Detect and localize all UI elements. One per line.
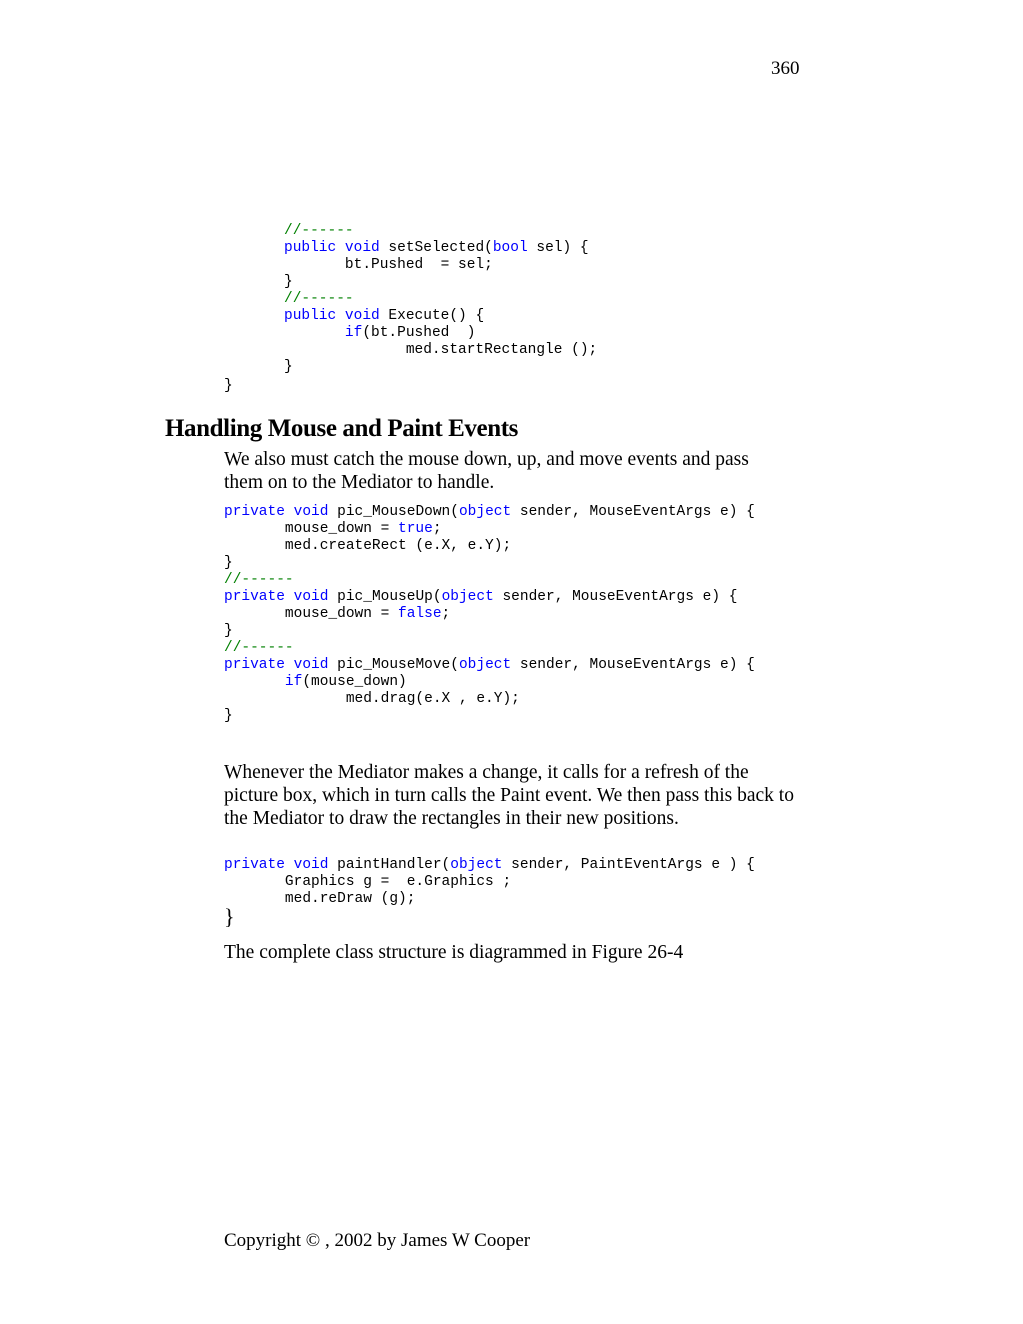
code-text: mouse_down =	[224, 521, 399, 537]
code-text: Graphics g = e.Graphics ;	[224, 874, 512, 890]
code-line	[224, 640, 294, 656]
code-line	[284, 325, 475, 341]
code-line	[224, 521, 442, 537]
code-comment: //------	[224, 640, 294, 656]
code-keyword: void	[344, 308, 380, 324]
section-heading: Handling Mouse and Paint Events	[165, 415, 518, 442]
code-text: sender, MouseEventArgs e) {	[511, 504, 755, 520]
copyright-footer: Copyright © , 2002 by James W Cooper	[224, 1230, 531, 1251]
code-text: ;	[441, 606, 451, 622]
code-keyword: void	[293, 504, 329, 520]
code-text	[285, 657, 294, 673]
code-line	[224, 857, 755, 873]
code-line	[224, 555, 233, 571]
code-keyword: void	[293, 589, 329, 605]
code-keyword: bool	[492, 240, 528, 256]
code-text: }	[224, 555, 233, 571]
code-line	[224, 572, 294, 588]
code-keyword: false	[398, 606, 442, 622]
code-keyword: private	[224, 589, 285, 605]
code-text: bt.Pushed = sel;	[284, 257, 493, 273]
code-text: (bt.Pushed )	[362, 325, 476, 341]
code-keyword: object	[450, 857, 503, 873]
code-keyword: if	[284, 674, 303, 690]
code-text: med.startRectangle ();	[284, 342, 598, 358]
code-block	[284, 223, 597, 376]
code-closing-brace: }	[224, 904, 235, 929]
code-comment: //------	[284, 291, 354, 307]
code-line	[224, 538, 511, 554]
code-line	[224, 504, 755, 520]
code-line	[284, 240, 589, 256]
code-text: }	[224, 623, 233, 639]
code-block	[224, 857, 755, 908]
code-text	[284, 325, 345, 341]
code-keyword: object	[458, 657, 512, 673]
code-text: pic_MouseDown(	[328, 504, 459, 520]
code-text	[285, 589, 294, 605]
code-text: ;	[432, 521, 442, 537]
code-line	[284, 308, 484, 324]
code-text: setSelected(	[379, 240, 493, 256]
code-line	[224, 657, 755, 673]
code-line	[284, 257, 493, 273]
code-line	[224, 606, 450, 622]
code-text: (mouse_down)	[302, 674, 407, 690]
code-text: sender, MouseEventArgs e) {	[493, 589, 738, 605]
code-keyword: private	[224, 657, 285, 673]
code-keyword: if	[344, 325, 363, 341]
code-text	[285, 857, 294, 873]
code-line	[284, 291, 354, 307]
code-text: sel) {	[527, 240, 589, 256]
paragraph: Whenever the Mediator makes a change, it calls for a refresh of the picture box, which in turn calls the Paint event. We then pass this back to the Mediator to draw the rectangles in their new positions.	[224, 762, 794, 829]
code-text: pic_MouseMove(	[328, 657, 459, 673]
code-keyword: void	[293, 657, 329, 673]
paragraph: The complete class structure is diagrammed in Figure 26-4	[224, 942, 684, 963]
code-line	[284, 359, 293, 375]
code-line	[224, 589, 737, 605]
code-text: }	[224, 708, 233, 724]
code-closing-brace: }	[224, 378, 233, 394]
paragraph: We also must catch the mouse down, up, and move events and pass them on to the Mediator to handle.	[224, 449, 749, 493]
code-line	[224, 623, 233, 639]
code-line	[224, 691, 520, 707]
code-block	[224, 504, 755, 725]
code-text	[336, 308, 345, 324]
code-line	[224, 674, 407, 690]
code-comment: //------	[224, 572, 294, 588]
code-line	[284, 274, 293, 290]
code-text	[285, 504, 294, 520]
code-keyword: object	[458, 504, 512, 520]
code-comment: //------	[284, 223, 354, 239]
code-keyword: void	[344, 240, 380, 256]
code-text: paintHandler(	[328, 857, 451, 873]
code-text: med.drag(e.X , e.Y);	[224, 691, 520, 707]
code-keyword: public	[284, 240, 337, 256]
code-text: }	[284, 359, 293, 375]
code-text: }	[284, 274, 293, 290]
code-keyword: object	[441, 589, 494, 605]
code-line	[224, 891, 415, 907]
code-text: med.createRect (e.X, e.Y);	[224, 538, 512, 554]
code-line	[224, 708, 233, 724]
code-text: sender, PaintEventArgs e ) {	[502, 857, 755, 873]
code-line	[284, 342, 597, 358]
code-text: Execute() {	[379, 308, 485, 324]
code-text: pic_MouseUp(	[328, 589, 442, 605]
code-line	[284, 223, 354, 239]
code-keyword: public	[284, 308, 337, 324]
code-text: med.reDraw (g);	[224, 891, 416, 907]
code-text	[224, 674, 285, 690]
code-keyword: true	[398, 521, 433, 537]
code-keyword: private	[224, 504, 285, 520]
code-keyword: void	[293, 857, 329, 873]
code-keyword: private	[224, 857, 285, 873]
code-text	[336, 240, 345, 256]
code-text: sender, MouseEventArgs e) {	[511, 657, 755, 673]
page-number: 360	[771, 58, 800, 79]
code-text: mouse_down =	[224, 606, 399, 622]
code-line	[224, 874, 511, 890]
